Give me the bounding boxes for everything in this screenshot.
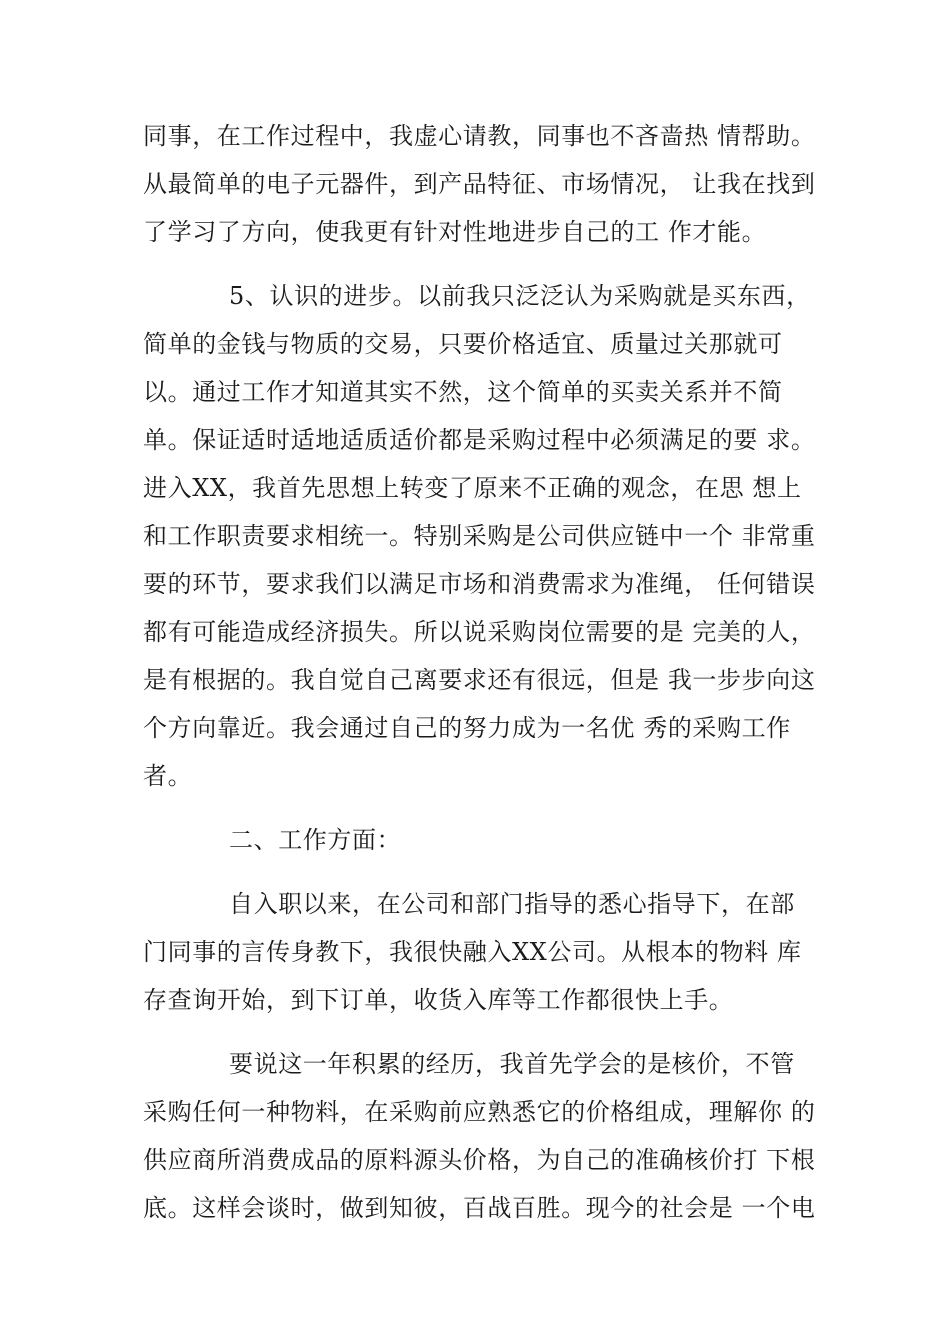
text-line: 单。保证适时适地适质适价都是采购过程中必须满足的要 求。: [143, 426, 816, 454]
text-line: 者。: [143, 762, 193, 790]
text-line: 都有可能造成经济损失。所以说采购岗位需要的是 完美的人，: [143, 618, 816, 646]
document-body: [143, 112, 823, 1232]
text-line: 个方向靠近。我会通过自己的努力成为一名优 秀的采购工作: [143, 714, 791, 742]
paragraph-since-joining: [143, 880, 823, 1024]
section-heading: 二、工作方面：: [229, 826, 402, 854]
text-line: 底。这样会谈时，做到知彼，百战百胜。现今的社会是 一个电: [143, 1194, 816, 1222]
text-line: 要的环节，要求我们以满足市场和消费需求为准绳， 任何错误: [143, 570, 816, 598]
text-line: 简单的金钱与物质的交易，只要价格适宜、质量过关那就可: [143, 330, 783, 358]
text-line: 采购任何一种物料，在采购前应熟悉它的价格组成，理解你 的: [143, 1098, 816, 1126]
text-line: 和工作职责要求相统一。特别采购是公司供应链中一个 非常重: [143, 522, 816, 550]
text-line: 进入XX，我首先思想上转变了原来不正确的观念，在思 想上: [143, 474, 802, 502]
text-line: 存查询开始，到下订单，收货入库等工作都很快上手。: [143, 986, 734, 1014]
text-line: 了学习了方向，使我更有针对性地进步自己的工 作才能。: [143, 218, 767, 246]
text-line: 同事，在工作过程中，我虚心请教，同事也不吝啬热 情帮助。: [143, 122, 816, 150]
text-line: 是有根据的。我自觉自己离要求还有很远，但是 我一步步向这: [143, 666, 816, 694]
text-line: 以。通过工作才知道其实不然，这个简单的买卖关系并不简: [143, 378, 783, 406]
text-line: 门同事的言传身教下，我很快融入XX公司。从根本的物料 库: [143, 938, 802, 966]
text-line: 从最简单的电子元器件，到产品特征、市场情况， 让我在找到: [143, 170, 816, 198]
text-line: 5、认识的进步。以前我只泛泛认为采购就是买东西，: [229, 282, 811, 310]
text-line: 自入职以来，在公司和部门指导的悉心指导下，在部: [229, 890, 795, 918]
section-heading-work: [143, 816, 823, 864]
text-line: 要说这一年积累的经历，我首先学会的是核价，不管: [229, 1050, 795, 1078]
paragraph-cognition-progress: [143, 272, 823, 800]
text-line: 供应商所消费成品的原料源头价格，为自己的准确核价打 下根: [143, 1146, 816, 1174]
paragraph-pricing-experience: [143, 1040, 823, 1232]
paragraph-continuation: [143, 112, 823, 256]
